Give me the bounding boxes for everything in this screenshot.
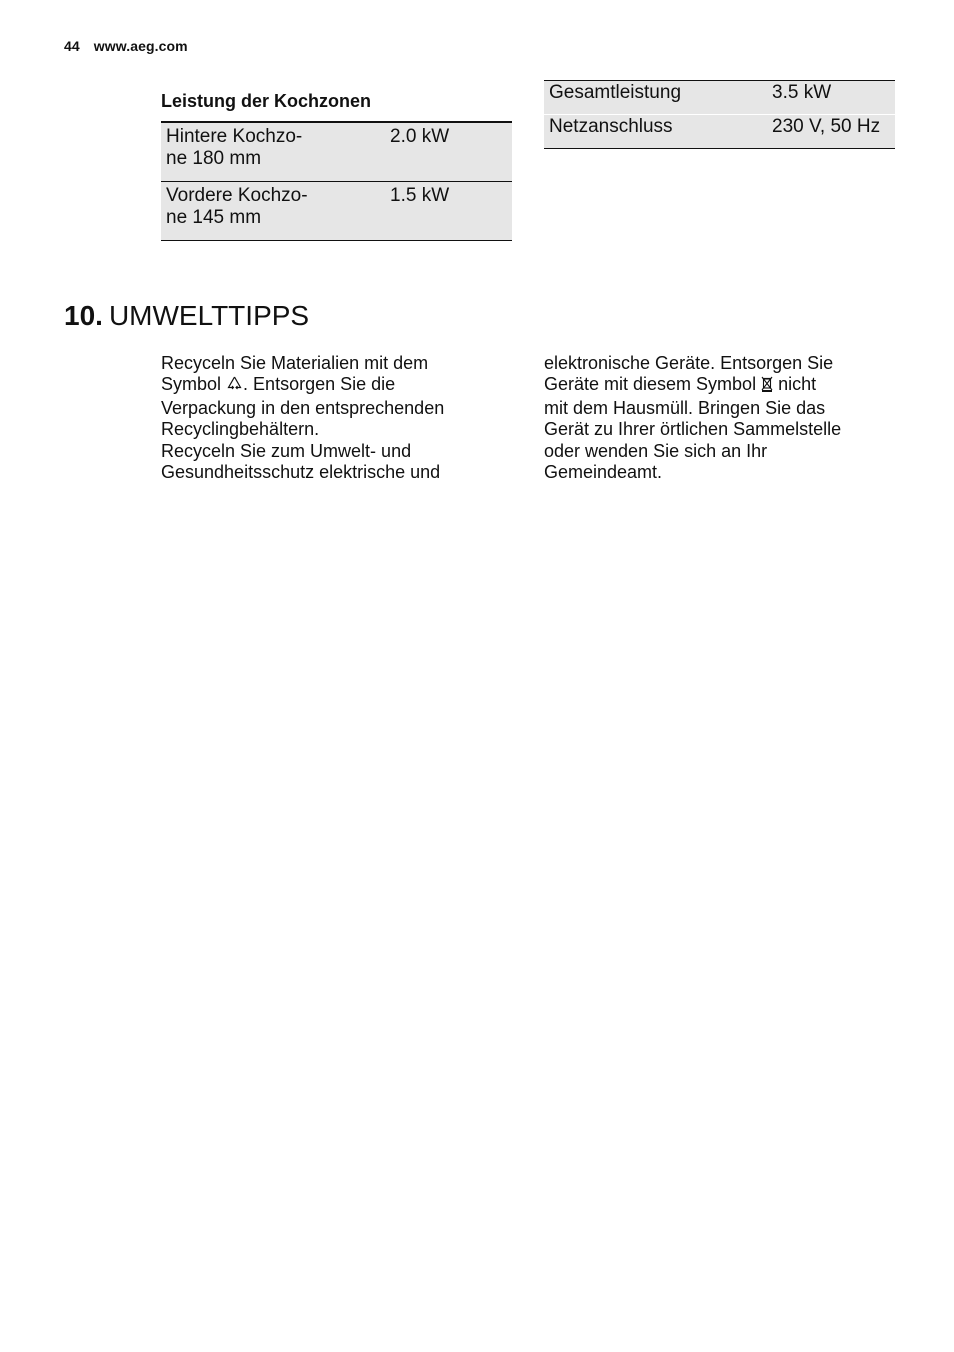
- cooking-zones-title: Leistung der Kochzonen: [161, 91, 372, 111]
- power-label: Netzanschluss: [544, 115, 748, 149]
- table-row: [544, 81, 895, 115]
- section-title-text: UMWELTTIPPS: [108, 300, 310, 331]
- section-heading: [64, 299, 309, 333]
- table-row: [161, 122, 512, 182]
- recycle-icon: [226, 375, 243, 397]
- table-row: [544, 115, 895, 149]
- table-row: [161, 182, 512, 241]
- cooking-zones-table: [161, 121, 512, 241]
- power-table: [544, 80, 895, 149]
- text-column-right: elektronische Geräte. Entsorgen Sie Geräte mit diesem Symbol nicht mit dem Hausmüll. Bringen Sie das Gerät zu Ihrer örtlichen Sammelstelle oder wenden Sie sich an Ihr Gemeindeamt.: [544, 353, 842, 483]
- page-header: [64, 38, 188, 54]
- zone-name: Hintere Kochzo- ne 180 mm: [161, 122, 390, 182]
- power-label: Gesamtleistung: [544, 81, 748, 115]
- crossed-bin-icon: [761, 375, 773, 397]
- zone-value: 2.0 kW: [390, 122, 512, 182]
- page-number: 44: [64, 38, 80, 54]
- zone-name: Vordere Kochzo- ne 145 mm: [161, 182, 390, 241]
- power-value: 230 V, 50 Hz: [748, 115, 895, 149]
- section-number: 10.: [64, 300, 103, 331]
- text-column-left: Recyceln Sie Materialien mit dem Symbol . Entsorgen Sie die Verpackung in den entsprechenden Recyclingbehältern. Recyceln Sie zum Umwelt- und Gesundheitsschutz elektrische und: [161, 353, 445, 483]
- zone-value: 1.5 kW: [390, 182, 512, 241]
- website-url: www.aeg.com: [93, 38, 188, 54]
- power-value: 3.5 kW: [748, 81, 895, 115]
